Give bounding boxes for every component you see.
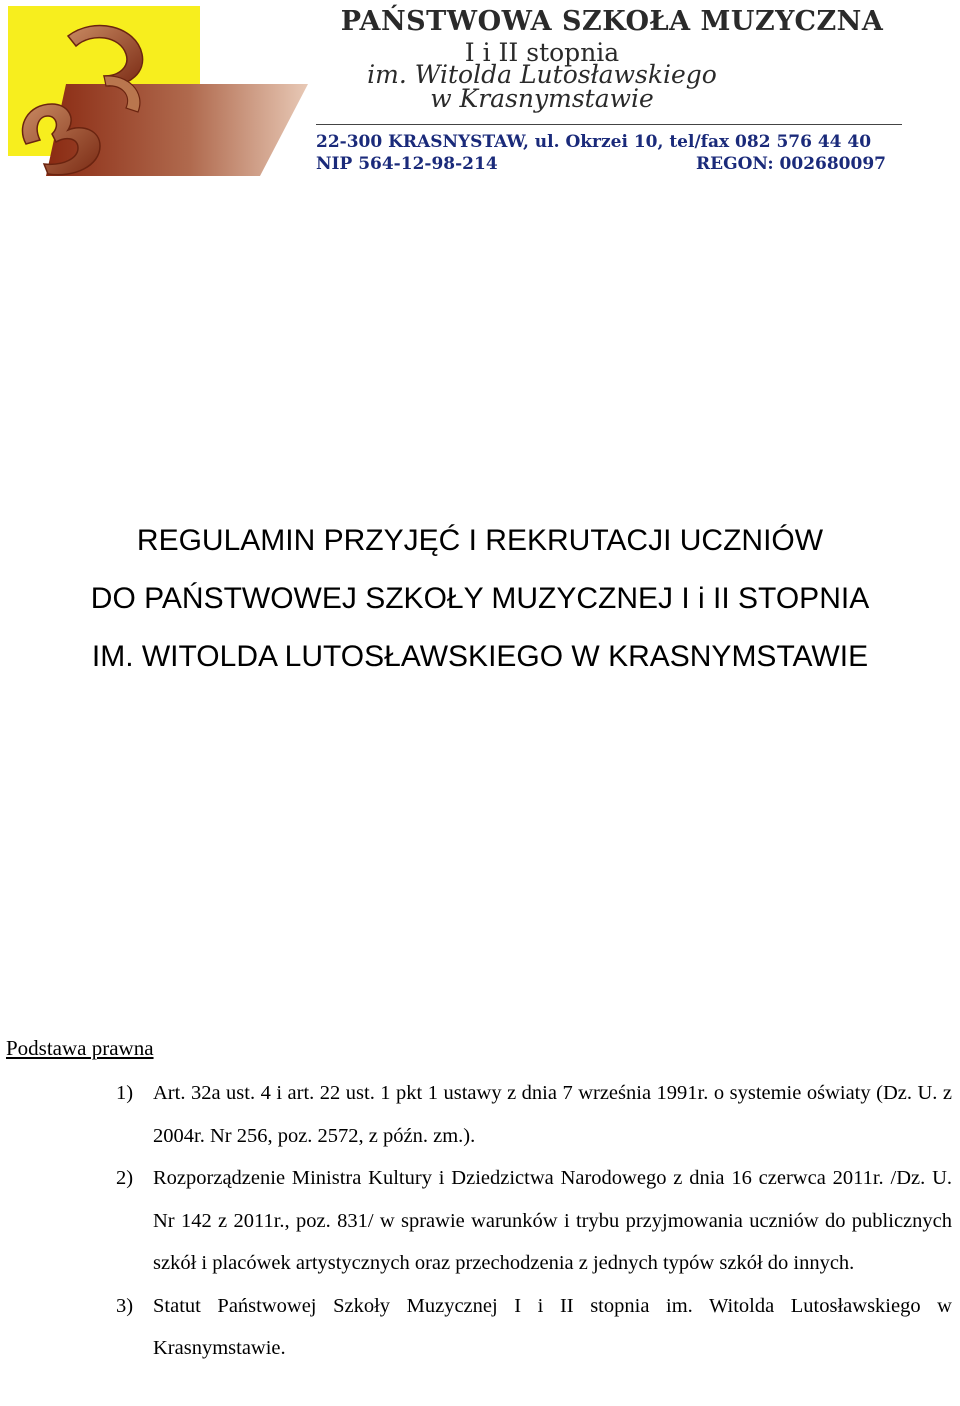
school-nip: NIP 564-12-98-214 xyxy=(316,154,498,174)
legal-basis-item xyxy=(0,1285,960,1370)
document-title-line-1: REGULAMIN PRZYJĘĆ I REKRUTACJI UCZNIÓW xyxy=(136,524,824,557)
school-degree: I i II stopnia xyxy=(464,38,620,67)
legal-basis-item xyxy=(0,1072,960,1157)
legal-basis-item-text: Statut Państwowej Szkoły Muzycznej I i II stopnia im. Witolda Lutosławskiego w Krasnymstawie. xyxy=(153,1294,952,1359)
school-name: PAŃSTWOWA SZKOŁA MUZYCZNA xyxy=(340,6,884,37)
legal-basis-item xyxy=(0,1157,960,1285)
legal-basis-item-number: 2) xyxy=(116,1167,134,1189)
school-address: 22-300 KRASNYSTAW, ul. Okrzei 10, tel/fax 082 576 44 40 xyxy=(316,132,872,152)
legal-basis-heading: Podstawa prawna xyxy=(6,1036,154,1060)
letterhead xyxy=(0,0,960,190)
school-city: w Krasnymstawie xyxy=(430,84,654,113)
header-divider xyxy=(316,124,902,125)
legal-basis-item-text: Art. 32a ust. 4 i art. 22 ust. 1 pkt 1 ustawy z dnia 7 września 1991r. o systemie oświaty (Dz. U. z 2004r. Nr 256, poz. 2572, z późn. zm.). xyxy=(153,1082,952,1147)
document-title-line-3: IM. WITOLDA LUTOSŁAWSKIEGO W KRASNYMSTAWIE xyxy=(91,640,869,673)
legal-basis-item-number: 3) xyxy=(116,1294,134,1317)
legal-basis-list xyxy=(0,1072,960,1370)
legal-basis-item-number: 1) xyxy=(116,1082,134,1104)
legal-basis-item-text: Rozporządzenie Ministra Kultury i Dziedzictwa Narodowego z dnia 16 czerwca 2011r. /Dz. U. Nr 142 z 2011r., poz. 831/ w sprawie warunków i trybu przyjmowania uczniów do publicznych szkół i placówek artystycznych oraz przechodzenia z jednych typów szkół do innych. xyxy=(153,1167,952,1274)
school-regon: REGON: 002680097 xyxy=(696,154,886,174)
school-patron: im. Witolda Lutosławskiego xyxy=(367,60,717,89)
document-title-line-2: DO PAŃSTWOWEJ SZKOŁY MUZYCZNEJ I i II STOPNIA xyxy=(90,582,870,615)
